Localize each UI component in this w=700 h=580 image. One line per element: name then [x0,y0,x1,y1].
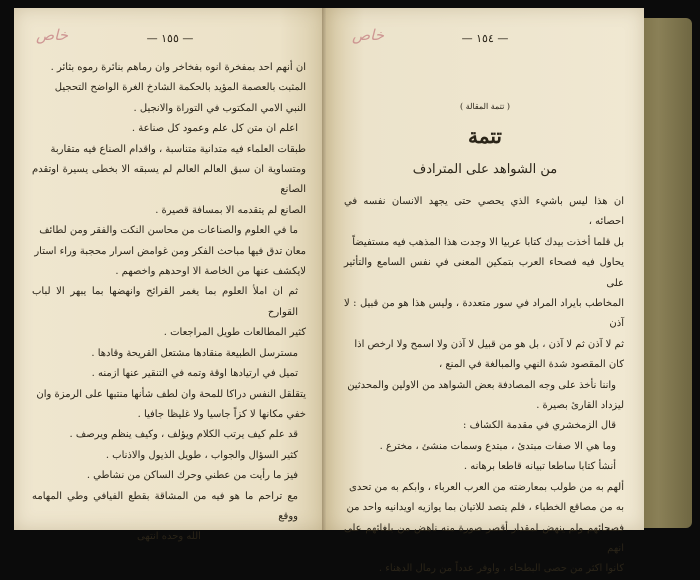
page-number: — ١٥٤ — [461,32,509,45]
text-line: قد علم كيف يرتب الكلام ويؤلف ، وكيف ينظم ويرصف . [69,429,298,441]
page-number: — ١٥٥ — [146,32,194,45]
text-line: قال الزمخشري في مقدمة الكشاف : [463,420,616,432]
text-line: لايكشف عنها من الخاصة الا اوحدهم واخصهم . [115,266,306,278]
text-line: كان المقصود شدة النهي والمبالغة في المنع ، [438,359,624,371]
text-line: الله وحده انتهى [137,531,201,543]
text-line: مسترسل الطبيعة منقادها مشتعل القريحة وقادها . [91,347,298,359]
text-line: أنشأ كتابا ساطعا تبيانه قاطعا برهانه . [463,461,616,473]
book-cover-edge [636,18,692,528]
text-line: ومتساوية ان سبق العالم العالم لم يسبقه الا بخطى يسيرة اوتقدم الصانع [32,164,306,196]
page-body [32,58,306,548]
text-line: المخاطب بايراد المراد في سور متعددة ، وليس هذا هو من قبيل : لا آذن [344,298,624,330]
ownership-stamp: خاص [352,26,384,44]
text-line: يتقلقل النفس دراكا للمحة وان لطف شأنها منتبها على الرمزة وان [36,388,306,400]
text-line: ان هذا ليس باشيء الذي يحصي حتى يجهد الانسان نفسه في احصائه ، [344,196,624,228]
text-line: ما في العلوم والصناعات من محاسن النكت والفقر ومن لطائف [39,225,298,237]
text-line: ثم ان املأ العلوم بما يغمر القرائح وانهضها بما يبهر الا لباب القوارح [32,286,298,318]
text-line: المثبت بالعصمة المؤيد بالحكمة الشادخ الغرة الواضح التحجيل [54,82,306,94]
right-page [326,8,644,575]
text-line: فيز ما رأيت من عطني وحرك الساكن من نشاطي . [86,470,298,482]
section-title: تتمة [468,124,502,148]
article-continuation-label: ( تتمة المقالة ) [460,102,510,111]
text-line: وما هي الا صفات مبتدئ ، مبتدع وسمات منشئ ، مخترع . [379,440,616,452]
left-page [14,8,326,543]
text-line: طبقات العلماء فيه متدانية متناسبة ، واقدام الصناع فيه متقاربة [50,143,306,155]
text-line: يحاول فيه فصحاء العرب بتمكين المعنى في نفس السامع والتأثير على [344,257,624,289]
text-line: اعلم ان متن كل علم وعمود كل صناعة . [131,123,298,135]
text-line: كانوا اكثر من حصى البطحاء ، واوفر عدداً من رمال الدهناء . [378,563,624,575]
text-line: خفي مكانها لا كزاً جاسيا ولا غليظا جافيا . [137,408,306,420]
text-line: فصحائهم ولم ينهض لمقدار أقصر صورة منه ناهض من بلغائهم على انهم [344,522,624,554]
text-line: ثم لا آذن ثم لا آذن ، بل هو من قبيل لا آذن ولا اسمح ولا ارخص اذا [354,338,624,350]
text-line: تميل في ارتيادها اوقة وتمه في التنقير عنها ازمنه . [91,368,298,380]
text-line: ليزداد القارئ بصيرة . [536,400,624,412]
text-line: واننا نأخذ على وجه المصادفة بعض الشواهد من الاولين والمحدثين [347,379,616,391]
text-line: النبي الامي المكتوب في التوراة والانجيل . [133,102,306,114]
text-line: بل قلما أخذت بيدك كتابا عربيا الا وجدت هذا المذهب فيه مستفيضاً [352,236,624,248]
section-subtitle: من الشواهد على المترادف [412,162,558,177]
text-line: ان أنهم احد بمفخرة انوه بفخاخر وان رماهم بنائرة رموه بثائر . [50,62,306,73]
text-line: مع تراحم ما هو فيه من المشاقة بقطع الفيافي وطي المهامه ووقع [32,490,298,522]
text-line: معان تدق فيها مباحث الفكر ومن غوامض اسرار محجبة وراء استار [34,245,306,257]
text-line: به من مصاقع الخطباء ، فلم يتصد للاتيان بما يوازيه اويدانيه واحد من [346,502,624,514]
text-line: كثير المطالعات طويل المراجعات . [163,327,306,339]
text-line: الصانع لم يتقدمه الا بمسافة قصيرة . [155,204,306,216]
text-line: كثير السؤال والجواب ، طويل الذيول والاذناب . [105,449,298,461]
page-body [344,192,624,580]
ownership-stamp: خاص [36,26,68,44]
text-line: ألهم به من طولب بمعارضته من العرب العرباء ، وابكم به من تحدى [349,481,624,493]
